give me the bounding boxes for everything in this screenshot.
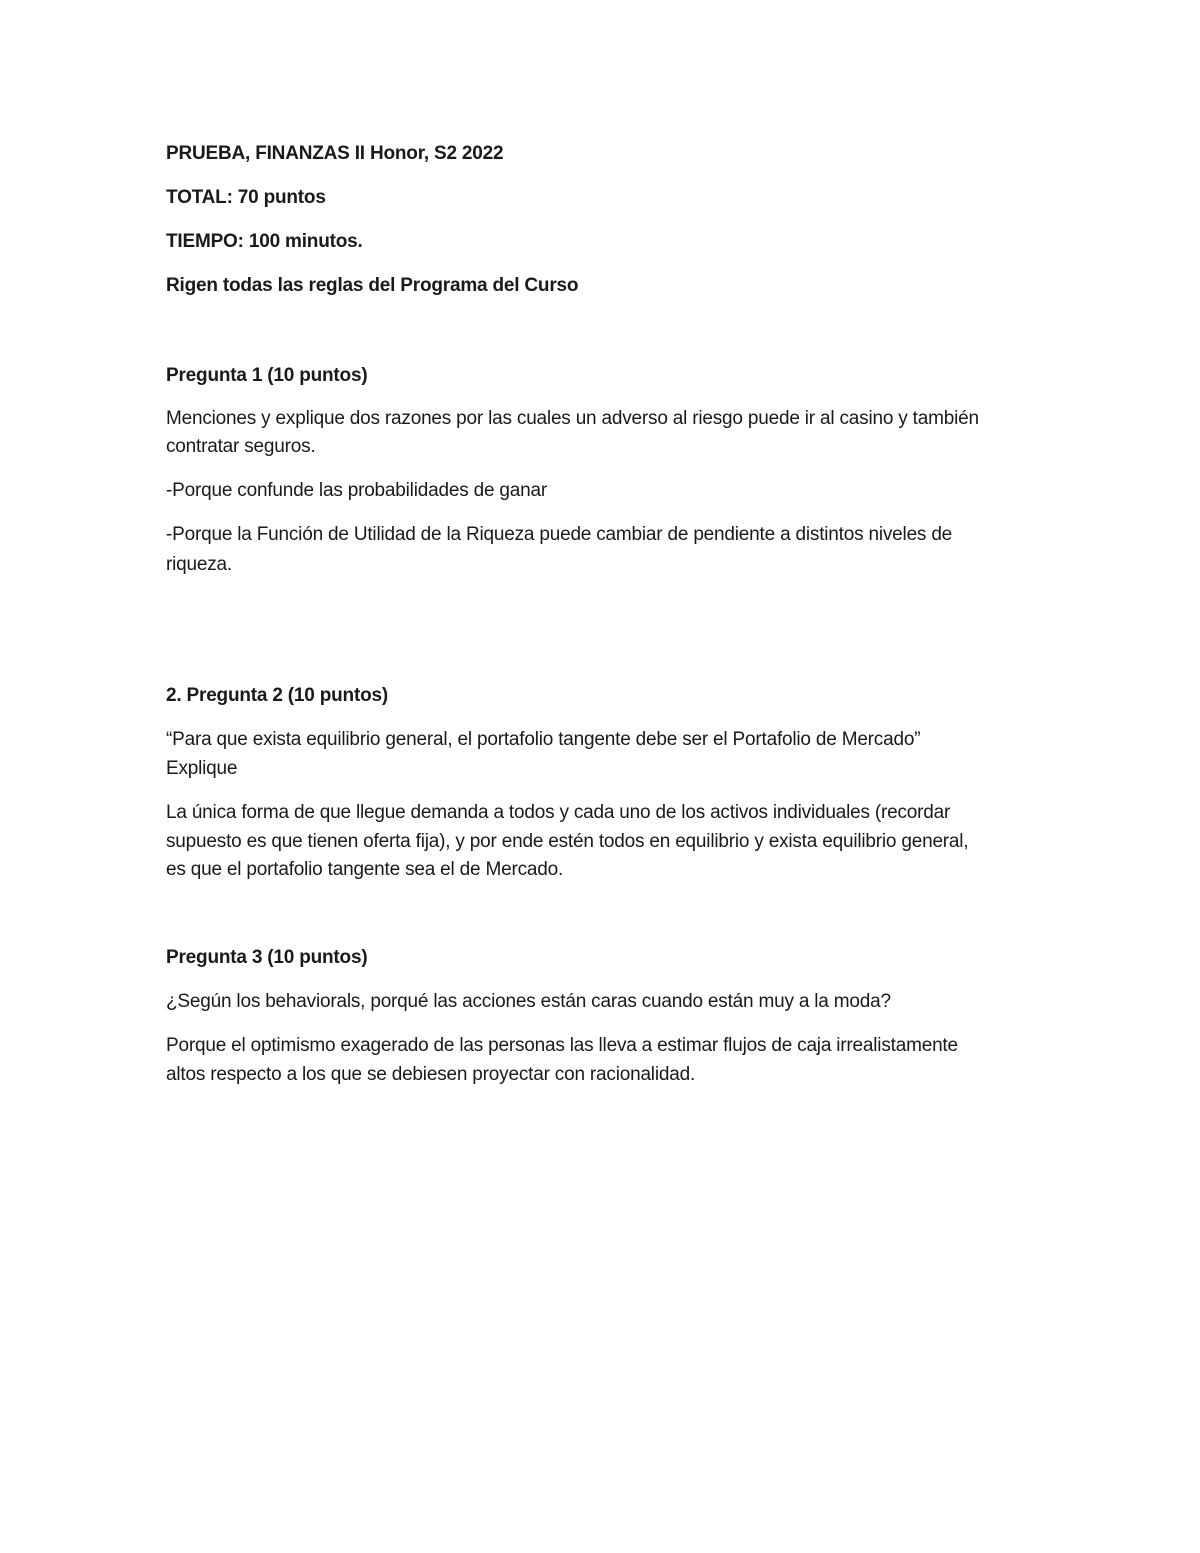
question-2-quote: “Para que exista equilibrio general, el portafolio tangente debe ser el Portafolio de Mercado” bbox=[166, 729, 921, 750]
question-1-prompt-line-2: contratar seguros. bbox=[166, 436, 316, 457]
question-1-answer-2-line-2: riqueza. bbox=[166, 554, 232, 575]
question-2-answer-line-1: La única forma de que llegue demanda a todos y cada uno de los activos individuales (recordar bbox=[166, 802, 951, 823]
question-1-answer-2-line-1: -Porque la Función de Utilidad de la Riqueza puede cambiar de pendiente a distintos niveles de bbox=[166, 524, 953, 545]
question-3-answer-line-2: altos respecto a los que se debiesen proyectar con racionalidad. bbox=[166, 1064, 696, 1085]
rules-note: Rigen todas las reglas del Programa del Curso bbox=[166, 275, 579, 296]
total-points: TOTAL: 70 puntos bbox=[166, 187, 326, 208]
question-3-prompt: ¿Según los behaviorals, porqué las acciones están caras cuando están muy a la moda? bbox=[166, 991, 891, 1012]
question-2-answer-line-2: supuesto es que tienen oferta fija), y por ende estén todos en equilibrio y exista equilibrio general, bbox=[166, 831, 969, 852]
question-2-instruction: Explique bbox=[166, 758, 238, 779]
time-limit: TIEMPO: 100 minutos. bbox=[166, 231, 363, 252]
question-2-heading: 2. Pregunta 2 (10 puntos) bbox=[166, 685, 388, 706]
exam-title: PRUEBA, FINANZAS II Honor, S2 2022 bbox=[166, 143, 504, 164]
question-2-answer-line-3: es que el portafolio tangente sea el de Mercado. bbox=[166, 859, 564, 880]
question-1-heading: Pregunta 1 (10 puntos) bbox=[166, 365, 368, 386]
question-1-answer-1: -Porque confunde las probabilidades de ganar bbox=[166, 480, 547, 501]
question-3-heading: Pregunta 3 (10 puntos) bbox=[166, 947, 368, 968]
question-1-prompt-line-1: Menciones y explique dos razones por las cuales un adverso al riesgo puede ir al casino y también bbox=[166, 408, 979, 429]
question-3-answer-line-1: Porque el optimismo exagerado de las personas las lleva a estimar flujos de caja irrealistamente bbox=[166, 1035, 958, 1056]
